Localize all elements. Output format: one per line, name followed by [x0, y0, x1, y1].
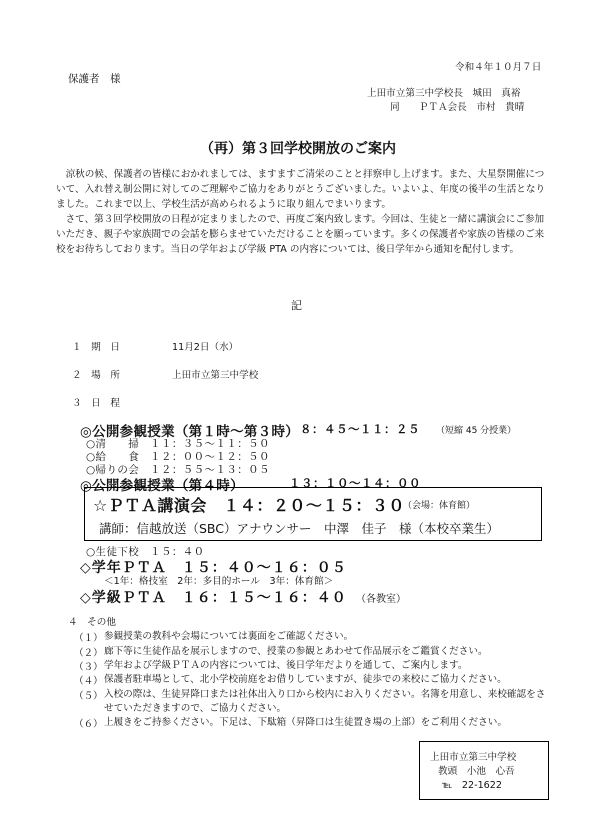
- page-title: （再）第３回学校開放のご案内: [200, 141, 396, 157]
- open-class-1-title: ◎公開参観授業（第１時〜第３時）: [80, 424, 300, 440]
- note-text: 参観授業の教科や会場については裏面をご確認ください。: [104, 631, 354, 642]
- dismissal-time: ○生徒下校 １５：４０: [86, 546, 205, 558]
- note-number: （６）: [74, 719, 103, 730]
- ki-heading: 記: [291, 299, 302, 312]
- intro-paragraph: 涼秋の候、保護者の皆様におかれましては、ますますご清栄のことと拝察申し上げます。また、大星祭開催について、入れ替え制公開に対してのご理解やご協力をありがとうございました。いよいよ、年度の後半の生活となりました。これまで以上、学校生活が高められるように取り組んでまいります。: [56, 169, 546, 210]
- note-text: 上履きをご持参ください。下足は、下駄箱（昇降口は生徒置き場の上部）をご利用ください。: [104, 717, 507, 728]
- others-label: ４ その他: [68, 617, 116, 628]
- recipient: 保護者 様: [68, 73, 121, 85]
- note-number: （４）: [74, 676, 103, 687]
- open-class-2-title: ◎公開参観授業（第４時）: [80, 478, 244, 494]
- note-text: 学年および学級ＰＴＡの内容については、後日学年だよりを通して、ご案内します。: [104, 660, 468, 671]
- date-label: １ 期 日: [72, 342, 120, 353]
- sender-principal: 上田市立第三中学校長 城田 真裕: [367, 88, 521, 99]
- schedule-label: ３ 日 程: [72, 398, 120, 409]
- lunch-time: ○給 食 １２：００〜１２：５０: [86, 451, 270, 463]
- contact-tel: ℡ 22-1622: [442, 780, 502, 791]
- open-class-1-note: （短縮 45 分授業）: [436, 426, 517, 436]
- class-pta-room: （各教室）: [356, 594, 406, 605]
- open-class-2-time: １３：１０〜１４：００: [289, 476, 421, 490]
- homeroom-time: ○帰りの会 １２：５５〜１３：０５: [86, 464, 270, 476]
- contact-school: 上田市立第三中学校: [430, 752, 517, 763]
- pta-lecture-title: ☆ＰＴＡ講演会 １４：２０〜１５：３０: [93, 496, 405, 515]
- pta-lecture-venue: （会場：体育館）: [403, 501, 476, 511]
- note-number: （１）: [74, 633, 103, 644]
- cleaning-time: ○清 掃 １１：３５〜１１：５０: [86, 438, 270, 450]
- date-value: 11月2日（水）: [172, 342, 239, 353]
- place-label: ２ 場 所: [72, 370, 120, 381]
- details-paragraph: さて、第３回学校開放の日程が定まりましたので、再度ご案内致します。今回は、生徒と一緒に講演会にご参加いただき、親子や家族間での会話を膨らませていただけることを願っています。多くの保護者や家族の皆様のご来校をお待ちしております。当日の学年および学級 PTA の内容については、後日学年から通知を配付します。: [56, 214, 545, 255]
- grade-pta-time: ◇学年ＰＴＡ １５：４０〜１６：０５: [80, 560, 347, 576]
- pta-lecture-box: [84, 487, 542, 541]
- note-text: 保護者駐車場として、北小学校前庭をお借りしていますが、徒歩での来校にご協力ください。: [104, 674, 507, 685]
- contact-box: [419, 741, 549, 800]
- note-number: （３）: [74, 662, 103, 673]
- note-text: 入校の際は、生徒昇降口または社体出入り口から校内にお入りください。名簿を用意し、来校確認をさせていただきますので、ご協力ください。: [104, 689, 546, 714]
- date: 令和４年１０月７日: [455, 62, 542, 73]
- note-text: 廊下等に生徒作品を展示しますので、授業の参観とあわせて作品展示をご鑑賞ください。: [104, 646, 488, 657]
- note-number: （２）: [74, 648, 103, 659]
- sender-pta-chair: 同 ＰＴＡ会長 市村 貴晴: [390, 102, 525, 113]
- contact-teacher: 教頭 小池 心吾: [438, 766, 515, 777]
- class-pta-time: ◇学級ＰＴＡ １６：１５〜１６：４０: [80, 590, 347, 606]
- place-value: 上田市立第三中学校: [172, 370, 259, 381]
- note-number: （５）: [74, 691, 103, 702]
- grade-pta-rooms: ＜1年：格技室 2年：多目的ホール 3年：体育館＞: [104, 576, 334, 587]
- open-class-1-time: ８：４５〜１１：２５: [300, 422, 420, 436]
- speaker-info: 講師：信越放送（SBC）アナウンサー 中澤 佳子 様（本校卒業生）: [99, 521, 500, 536]
